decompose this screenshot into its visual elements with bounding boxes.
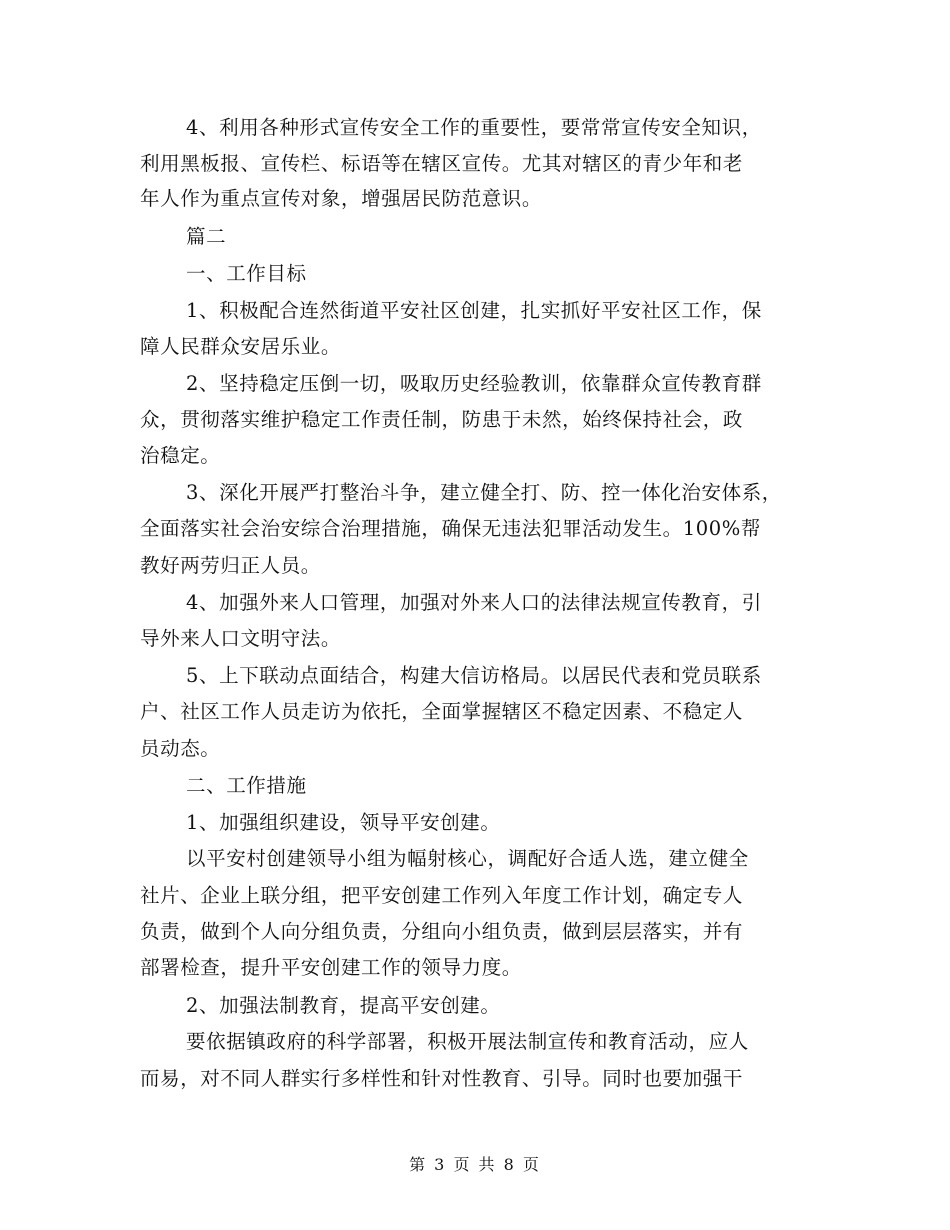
text-line: 户、社区工作人员走访为依托，全面掌握辖区不稳定因素、不稳定人 [140,700,744,723]
text-line: 负责，做到个人向分组负责，分组向小组负责，做到层层落实，并有 [140,920,744,943]
text-line: 3、深化开展严打整治斗争，建立健全打、防、控一体化治安体系， [186,481,782,504]
text-line: 治稳定。 [140,444,221,467]
section-heading: 二、工作措施 [186,774,307,797]
text-line: 部署检查，提升平安创建工作的领导力度。 [140,956,522,979]
text-line: 众，贯彻落实维护稳定工作责任制，防患于未然，始终保持社会，政 [140,408,744,431]
text-line: 以平安村创建领导小组为幅射核心，调配好合适人选，建立健全 [186,847,749,870]
text-line: 员动态。 [140,737,221,760]
text-line: 利用黑板报、宣传栏、标语等在辖区宣传。尤其对辖区的青少年和老 [140,152,744,175]
text-line: 2、坚持稳定压倒一切，吸取历史经验教训，依靠群众宣传教育群 [186,372,762,395]
text-line: 全面落实社会治安综合治理措施，确保无违法犯罪活动发生。100%帮 [140,517,761,540]
text-line: 教好两劳归正人员。 [140,554,321,577]
text-line: 而易，对不同人群实行多样性和针对性教育、引导。同时也要加强干 [140,1067,744,1090]
text-line: 要依据镇政府的科学部署，积极开展法制宣传和教育活动，应人 [186,1030,749,1053]
text-line: 导外来人口文明守法。 [140,627,342,650]
page-number-footer: 第 3 页 共 8 页 [409,1155,541,1174]
text-line: 1、积极配合连然街道平安社区创建，扎实抓好平安社区工作，保 [186,299,762,322]
text-line: 1、加强组织建设，领导平安创建。 [186,811,501,834]
text-line: 4、利用各种形式宣传安全工作的重要性，要常常宣传安全知识， [186,116,762,139]
section-heading: 篇二 [186,225,227,248]
text-line: 2、加强法制教育，提高平安创建。 [186,994,501,1017]
text-line: 4、加强外来人口管理，加强对外来人口的法律法规宣传教育，引 [186,591,762,614]
text-line: 障人民群众安居乐业。 [140,335,342,358]
text-line: 5、上下联动点面结合，构建大信访格局。以居民代表和党员联系 [186,664,762,687]
text-line: 社片、企业上联分组，把平安创建工作列入年度工作计划，确定专人 [140,884,744,907]
text-line: 年人作为重点宣传对象，增强居民防范意识。 [140,187,543,210]
section-heading: 一、工作目标 [186,262,307,285]
